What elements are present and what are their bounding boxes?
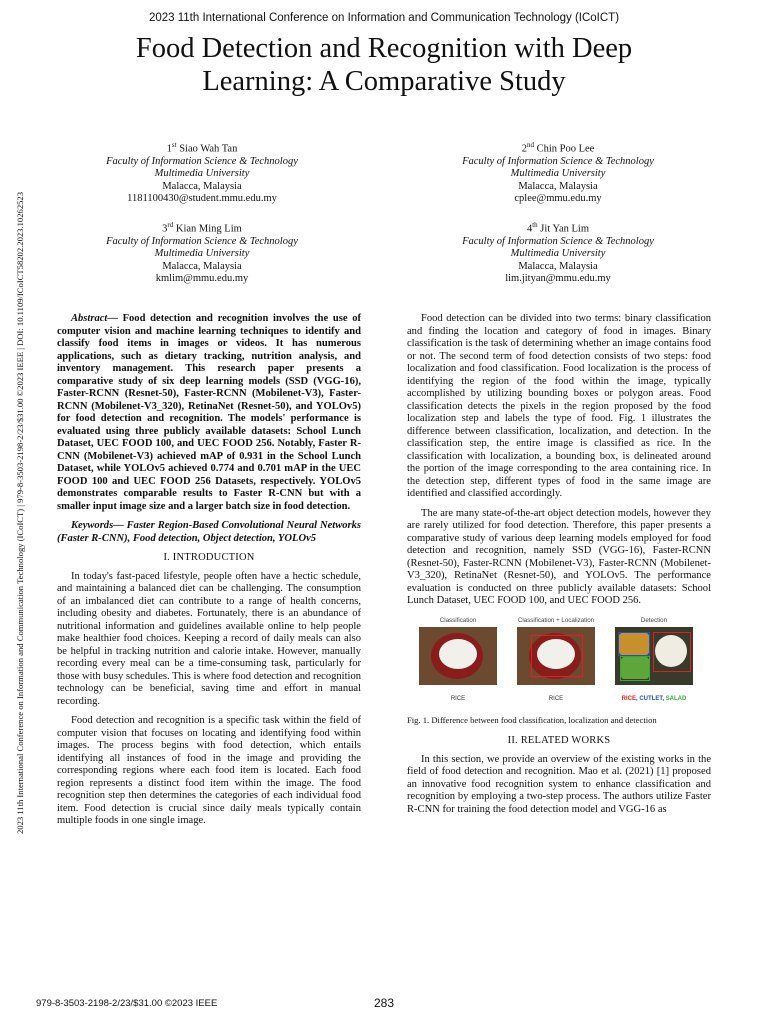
left-column <box>57 313 361 835</box>
author-email[interactable]: kmlim@mmu.edu.my <box>155 273 249 285</box>
bounding-box-rice <box>653 632 691 672</box>
author-name: 2nd Chin Poo Lee <box>521 141 595 155</box>
figure-panel-classification <box>413 615 503 711</box>
figure-panel-label: Classification + Localization <box>517 616 595 624</box>
bounding-box-salad <box>620 656 650 681</box>
paper-title <box>60 32 708 98</box>
author-city: Malacca, Malaysia <box>518 180 598 192</box>
footer-copyright: 979-8-3503-2198-2/23/$31.00 ©2023 IEEE <box>36 998 218 1009</box>
intro-paragraph-1: In today's fast-paced lifestyle, people often have a hectic schedule, and maintaining a balanced diet can be challenging. The consumption of an imbalanced diet can contribute to a range of health concerns, including obesity and diabetes. Fortunately, there is an abundance of nutritional information and guidelines available online to help people make healthier food choices. Keeping a record of daily meals can also be helpful in tracking nutrition and calorie intake. However, manually recording every meal can be a time-consuming task, particularly for those with busy schedules. This is where food detection and recognition technology can be beneficial, saving time and effort in manual recording. <box>57 570 361 707</box>
title-line-1: Food Detection and Recognition with Deep <box>135 33 633 64</box>
author-affiliation: Faculty of Information Science & Technology <box>106 155 298 167</box>
abstract-text: — Food detection and recognition involves the use of computer vision and machine learning techniques to identify and classify food items in images or videos. It has numerous applications, such as dietary tracking, nutrition analysis, and inventory management. This research paper presents a comparative study of six deep learning models (SSD (VGG-16), Faster-RCNN (Resnet-50), Faster-RCNN (Mobilenet-V3), Faster-RCNN (Mobilenet-V3_320), RetinaNet (Resnet-50), and YOLOv5) for food detection and recognition. The models' performance is evaluated using three publicly available datasets: School Lunch Dataset, UEC FOOD 100, and UEC FOOD 256. Notably, Faster R-CNN (Mobilenet-V3) achieved mAP of 0.931 in the School Lunch Dataset, while YOLOv5 achieved 0.774 and 0.701 mAP in the UEC FOOD 100 and UEC FOOD 256 Datasets, respectively. YOLOv5 demonstrates comparable results to Faster R-CNN but with a smaller input image size and a larger batch size in food detection. <box>57 313 361 512</box>
food-photo-lunch-tray <box>615 627 693 685</box>
author-name: 4th Jit Yan Lim <box>526 221 590 235</box>
bounding-box-rice <box>531 635 583 677</box>
author-name: 3rd Kian Ming Lim <box>162 221 242 235</box>
author-city: Malacca, Malaysia <box>162 180 242 192</box>
author-city: Malacca, Malaysia <box>162 260 242 272</box>
related-paragraph-1: In this section, we provide an overview of the existing works in the field of food detection and recognition. Mao et al. (2021) [1] proposed an innovative food recognition system to enhance classification and recognition by employing a two-step process. The authors utilize Faster R-CNN for training the food detection model and VGG-16 as <box>407 753 711 815</box>
author-block-3 <box>52 219 352 286</box>
figure-1 <box>407 615 711 711</box>
right-column <box>407 313 711 823</box>
figure-caption: Fig. 1. Difference between food classification, localization and detection <box>407 714 657 725</box>
figure-panel-caption: RICE, CUTLET, SALAD <box>621 695 687 702</box>
figure-panel-label: Detection <box>640 616 668 624</box>
author-email[interactable]: 1181100430@student.mmu.edu.my <box>127 193 277 205</box>
author-university: Multimedia University <box>510 248 606 260</box>
abstract <box>57 313 361 513</box>
side-metadata-strip <box>13 148 27 878</box>
title-line-2: Learning: A Comparative Study <box>202 66 566 97</box>
author-block-4 <box>408 219 708 286</box>
keywords: Keywords— Faster Region-Based Convolutional Neural Networks (Faster R-CNN), Food detection, Object detection, YOLOv5 <box>57 520 361 544</box>
page-number: 283 <box>373 996 395 1010</box>
author-university: Multimedia University <box>154 248 250 260</box>
author-name: 1st Siao Wah Tan <box>166 141 238 155</box>
author-block-2 <box>408 139 708 206</box>
intro-paragraph-2: Food detection and recognition is a specific task within the field of computer vision that focuses on locating and identifying food within images. The process begins with food detection, which entails identifying all instances of food in the image and providing the corresponding regions where each food item is located. Each food region represents a distinct food item within the image. The food recognition step then determines the categories of each individual food item. Food detection is crucial since daily meals typically contain multiple foods in one single image. <box>57 715 361 826</box>
author-university: Multimedia University <box>510 168 606 180</box>
figure-panel-label: Classification <box>439 616 477 624</box>
author-affiliation: Faculty of Information Science & Technology <box>462 235 654 247</box>
figure-panel-detection <box>609 615 699 711</box>
author-city: Malacca, Malaysia <box>518 260 598 272</box>
food-photo-rice-bowl <box>419 627 497 685</box>
author-block-1 <box>52 139 352 206</box>
bounding-box-cutlet <box>618 632 650 656</box>
author-email[interactable]: lim.jityan@mmu.edu.my <box>505 273 611 285</box>
conference-header: 2023 11th International Conference on Information and Communication Technology (ICoICT) <box>148 12 620 24</box>
figure-panel-caption: RICE <box>548 695 564 702</box>
body-paragraph-2: The are many state-of-the-art object detection models, however they are rarely utilized for food detection. Therefore, this paper presents a comparative study of various deep learning models employed for food detection and recognition, namely SSD (VGG-16), Faster-RCNN (Resnet-50), Faster-RCNN (Mobilenet-V3), Faster-RCNN (Mobilenet-V3_320), RetinaNet (Resnet-50), and YOLOv5. The performance evaluation is conducted on three publicly available datasets: School Lunch Dataset, UEC FOOD 100, and UEC FOOD 256. <box>407 507 711 606</box>
section-heading-introduction: I. INTRODUCTION <box>163 552 255 563</box>
author-affiliation: Faculty of Information Science & Technology <box>462 155 654 167</box>
author-affiliation: Faculty of Information Science & Technology <box>106 235 298 247</box>
figure-panel-caption: RICE <box>450 695 466 702</box>
side-metadata-text: 2023 11th International Conference on Information and Communication Technology (ICoICT) | 979-8-3503-2198-2/23/$31.00 ©2023 IEEE | DOI: 10.1109/ICoICT58202.2023.10262523 <box>15 191 25 835</box>
body-paragraph-1: Food detection can be divided into two terms: binary classification and finding the location and category of food in images. Binary classification is the task of determining whether an image contains food or not. The second term of food detection consists of two steps: food localization and food classification. Food localization is the process of identifying the region of the food within the image, typically accomplished by utilizing bounding boxes or polygon areas. Food classification detects the pixels in the region proposed by the food localization step and labels the type of food. Fig. 1 illustrates the difference between classification, localization, and detection. In the classification step, the entire image is classified as rice. In the classification with localization, a bounding box, is delineated around the portion of the image corresponding to the area containing rice. In the detection step, different types of food in the same image are identified and classified accordingly. <box>407 313 711 499</box>
label-cutlet: CUTLET <box>639 695 663 702</box>
food-photo-rice-bowl-boxed <box>517 627 595 685</box>
author-university: Multimedia University <box>154 168 250 180</box>
label-salad: SALAD <box>665 695 687 702</box>
author-email[interactable]: cplee@mmu.edu.my <box>514 193 602 205</box>
label-rice: RICE <box>621 695 636 702</box>
figure-panel-localization <box>511 615 601 711</box>
section-heading-related-works: II. RELATED WORKS <box>507 735 611 746</box>
abstract-label: Abstract <box>71 313 108 324</box>
